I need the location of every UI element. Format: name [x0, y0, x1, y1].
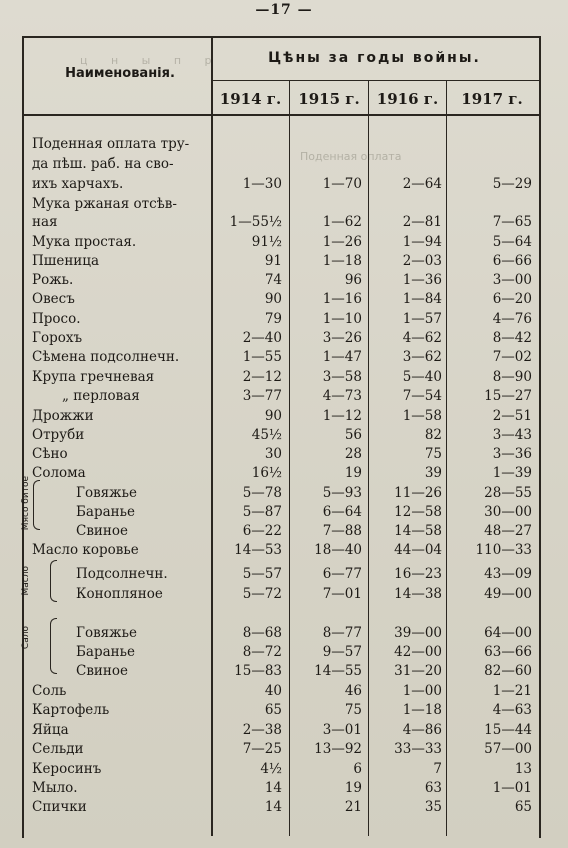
table-row: [0, 330, 568, 348]
price-cell-1914: 30: [264, 446, 282, 462]
header-year-1915: 1915 г.: [298, 90, 360, 108]
table-row: [0, 311, 568, 329]
price-cell-1916: 82: [424, 427, 442, 443]
price-cell-1915: 1—26: [322, 234, 362, 250]
price-cell-1917: 13: [514, 761, 532, 777]
item-name: Соль: [32, 683, 67, 699]
table-row: [0, 780, 568, 798]
price-cell-1916: 42—00: [394, 644, 442, 660]
item-name: Дрожжи: [32, 408, 94, 424]
price-cell-1915: 1—70: [322, 176, 362, 192]
price-cell-1915: 8—77: [322, 625, 362, 641]
price-cell-1917: 4—63: [492, 702, 532, 718]
price-cell-1917: 63—66: [484, 644, 532, 660]
item-name: Сѣмена подсолнечн.: [32, 349, 180, 365]
item-name: Свиное: [76, 523, 129, 539]
table-row: [0, 722, 568, 740]
price-cell-1914: 65: [264, 702, 282, 718]
price-cell-1915: 96: [344, 272, 362, 288]
price-cell-1916: 4—62: [402, 330, 442, 346]
price-cell-1915: 28: [344, 446, 362, 462]
price-cell-1915: 1—18: [322, 253, 362, 269]
price-cell-1914: 7—25: [242, 741, 282, 757]
price-cell-1917: 6—66: [492, 253, 532, 269]
price-cell-1916: 3—62: [402, 349, 442, 365]
item-name: Просо.: [32, 311, 81, 327]
price-cell-1917: 57—00: [484, 741, 532, 757]
price-cell-1915: 3—01: [322, 722, 362, 738]
price-cell-1915: 46: [344, 683, 362, 699]
price-cell-1914: 91½: [251, 234, 282, 250]
price-cell-1915: 1—12: [322, 408, 362, 424]
price-cell-1914: 91: [264, 253, 282, 269]
item-name: Горохъ: [32, 330, 83, 346]
item-name: Свиное: [76, 663, 129, 679]
price-cell-1914: 2—12: [242, 369, 282, 385]
price-cell-1914: 14: [264, 780, 282, 796]
table-row: [0, 369, 568, 387]
bleed-through-text: Поденная оплата: [300, 150, 402, 163]
item-name: Масло коровье: [32, 542, 139, 558]
price-cell-1914: 40: [264, 683, 282, 699]
price-cell-1915: 5—93: [322, 485, 362, 501]
item-name: Подсолнечн.: [76, 566, 168, 582]
price-cell-1916: 14—58: [394, 523, 442, 539]
price-cell-1916: 39: [424, 465, 442, 481]
table-row: [0, 586, 568, 604]
price-cell-1915: 4—73: [322, 388, 362, 404]
price-cell-1914: 5—78: [242, 485, 282, 501]
price-cell-1916: 5—40: [402, 369, 442, 385]
header-year-1917: 1917 г.: [461, 90, 523, 108]
price-cell-1914: 5—87: [242, 504, 282, 520]
price-cell-1914: 4½: [260, 761, 282, 777]
price-cell-1917: 64—00: [484, 625, 532, 641]
table-row: [0, 349, 568, 367]
price-cell-1914: 3—77: [242, 388, 282, 404]
price-cell-1917: 15—27: [484, 388, 532, 404]
table-row: [0, 504, 568, 522]
table-row: [0, 234, 568, 252]
price-cell-1916: 31—20: [394, 663, 442, 679]
table-row: [0, 799, 568, 817]
item-name: Поденная оплата тру-: [32, 136, 190, 152]
price-cell-1915: 1—16: [322, 291, 362, 307]
price-cell-1917: 4—76: [492, 311, 532, 327]
item-name: ихъ харчахъ.: [32, 176, 124, 192]
price-cell-1916: 1—57: [402, 311, 442, 327]
table-row: [0, 702, 568, 720]
price-cell-1916: 12—58: [394, 504, 442, 520]
group-label-meat: Мясо битое: [21, 476, 31, 531]
price-cell-1917: 82—60: [484, 663, 532, 679]
price-cell-1915: 19: [344, 465, 362, 481]
item-name: Баранье: [76, 644, 135, 660]
price-cell-1916: 1—18: [402, 702, 442, 718]
price-cell-1917: 6—20: [492, 291, 532, 307]
price-cell-1914: 16½: [251, 465, 282, 481]
table-row: [0, 176, 568, 194]
item-name: Овесъ: [32, 291, 75, 307]
price-cell-1914: 74: [264, 272, 282, 288]
item-name: Баранье: [76, 504, 135, 520]
price-cell-1917: 110—33: [475, 542, 532, 558]
header-year-1914: 1914 г.: [219, 90, 282, 108]
item-name: Яйца: [32, 722, 69, 738]
table-row: [0, 427, 568, 445]
table-row: [0, 156, 568, 174]
item-name: Картофель: [32, 702, 110, 718]
item-name: Солома: [32, 465, 86, 481]
table-row: [0, 485, 568, 503]
item-name: Конопляное: [76, 586, 163, 602]
price-cell-1917: 49—00: [484, 586, 532, 602]
price-cell-1915: 7—01: [322, 586, 362, 602]
price-cell-1915: 13—92: [314, 741, 362, 757]
price-cell-1916: 1—94: [402, 234, 442, 250]
table-row: [0, 523, 568, 541]
price-cell-1917: 30—00: [484, 504, 532, 520]
price-cell-1914: 45½: [251, 427, 282, 443]
price-cell-1915: 7—88: [322, 523, 362, 539]
item-name: Отруби: [32, 427, 85, 443]
price-cell-1916: 7—54: [402, 388, 442, 404]
table-row: [0, 408, 568, 426]
page-number: —17 —: [255, 2, 313, 18]
price-cell-1915: 21: [344, 799, 362, 815]
table-row: [0, 272, 568, 290]
price-cell-1914: 5—57: [242, 566, 282, 582]
price-cell-1915: 56: [344, 427, 362, 443]
item-name: Спички: [32, 799, 87, 815]
price-cell-1917: 3—43: [492, 427, 532, 443]
price-cell-1916: 39—00: [394, 625, 442, 641]
item-name: Мыло.: [32, 780, 78, 796]
price-cell-1917: 8—42: [492, 330, 532, 346]
price-cell-1914: 8—68: [242, 625, 282, 641]
item-name: Рожь.: [32, 272, 74, 288]
table-row: [0, 253, 568, 271]
price-cell-1916: 1—84: [402, 291, 442, 307]
item-name: Пшеница: [32, 253, 100, 269]
price-cell-1917: 1—21: [492, 683, 532, 699]
price-cell-1914: 90: [264, 408, 282, 424]
price-cell-1916: 1—36: [402, 272, 442, 288]
item-name: ная: [32, 214, 58, 230]
header-year-1916: 1916 г.: [376, 90, 439, 108]
price-cell-1914: 1—55½: [229, 214, 282, 230]
price-cell-1917: 5—29: [492, 176, 532, 192]
item-name: Мука простая.: [32, 234, 137, 250]
header-prices: Цѣны за годы войны.: [268, 50, 481, 66]
price-cell-1914: 6—22: [242, 523, 282, 539]
table-row: [0, 741, 568, 759]
price-cell-1917: 48—27: [484, 523, 532, 539]
price-cell-1915: 1—10: [322, 311, 362, 327]
item-name: Керосинъ: [32, 761, 102, 777]
group-label-oil: Масло: [21, 566, 31, 596]
price-cell-1914: 90: [264, 291, 282, 307]
price-cell-1914: 14—53: [234, 542, 282, 558]
price-cell-1915: 1—47: [322, 349, 362, 365]
table-row: [0, 761, 568, 779]
price-cell-1915: 6—64: [322, 504, 362, 520]
price-cell-1916: 33—33: [394, 741, 442, 757]
price-cell-1915: 75: [344, 702, 362, 718]
price-cell-1914: 14: [264, 799, 282, 815]
price-cell-1916: 1—58: [402, 408, 442, 424]
price-cell-1914: 1—30: [242, 176, 282, 192]
price-cell-1917: 2—51: [492, 408, 532, 424]
table-row: [0, 542, 568, 560]
table-row: [0, 196, 568, 214]
price-cell-1917: 3—00: [492, 272, 532, 288]
item-name: Сельди: [32, 741, 84, 757]
price-cell-1914: 5—72: [242, 586, 282, 602]
price-cell-1916: 11—26: [394, 485, 442, 501]
price-cell-1915: 6—77: [322, 566, 362, 582]
table-row: [0, 465, 568, 483]
table-row: [0, 625, 568, 643]
price-cell-1916: 75: [424, 446, 442, 462]
price-cell-1917: 1—39: [492, 465, 532, 481]
table-row: [0, 291, 568, 309]
price-cell-1916: 7: [433, 761, 442, 777]
price-cell-1917: 5—64: [492, 234, 532, 250]
item-name: Крупа гречневая: [32, 369, 155, 385]
item-name: „ перловая: [62, 388, 140, 404]
price-cell-1917: 7—65: [492, 214, 532, 230]
item-name: Мука ржаная отсѣв-: [32, 196, 177, 212]
price-cell-1917: 3—36: [492, 446, 532, 462]
price-cell-1917: 8—90: [492, 369, 532, 385]
table-row: [0, 644, 568, 662]
price-cell-1916: 14—38: [394, 586, 442, 602]
price-cell-1914: 79: [264, 311, 282, 327]
table-row: [0, 388, 568, 406]
group-label-lard: Сало: [21, 626, 31, 650]
table-row: [0, 136, 568, 154]
price-cell-1917: 15—44: [484, 722, 532, 738]
price-cell-1916: 63: [424, 780, 442, 796]
price-cell-1917: 28—55: [484, 485, 532, 501]
price-cell-1916: 1—00: [402, 683, 442, 699]
price-cell-1915: 1—62: [322, 214, 362, 230]
table-row: [0, 566, 568, 584]
price-cell-1915: 9—57: [322, 644, 362, 660]
item-name: Говяжье: [76, 485, 137, 501]
price-cell-1914: 1—55: [242, 349, 282, 365]
price-cell-1915: 19: [344, 780, 362, 796]
price-cell-1917: 1—01: [492, 780, 532, 796]
price-cell-1916: 2—03: [402, 253, 442, 269]
price-cell-1915: 3—26: [322, 330, 362, 346]
price-cell-1916: 35: [424, 799, 442, 815]
price-cell-1916: 4—86: [402, 722, 442, 738]
price-cell-1917: 43—09: [484, 566, 532, 582]
header-name: Наименованія.: [65, 66, 175, 81]
item-name: Сѣно: [32, 446, 68, 462]
price-cell-1917: 65: [514, 799, 532, 815]
price-cell-1915: 14—55: [314, 663, 362, 679]
price-cell-1915: 6: [353, 761, 362, 777]
table-row: [0, 683, 568, 701]
price-cell-1914: 2—40: [242, 330, 282, 346]
price-cell-1914: 15—83: [234, 663, 282, 679]
price-cell-1915: 3—58: [322, 369, 362, 385]
price-cell-1916: 44—04: [394, 542, 442, 558]
item-name: Говяжье: [76, 625, 137, 641]
price-cell-1916: 16—23: [394, 566, 442, 582]
table-row: [0, 663, 568, 681]
price-cell-1917: 7—02: [492, 349, 532, 365]
table-row: [0, 214, 568, 232]
item-name: да пѣш. раб. на сво-: [32, 156, 174, 172]
price-cell-1916: 2—81: [402, 214, 442, 230]
table-row: [0, 446, 568, 464]
bleed-through-text: ц н ы п р: [80, 54, 222, 67]
price-cell-1916: 2—64: [402, 176, 442, 192]
price-cell-1914: 2—38: [242, 722, 282, 738]
price-cell-1915: 18—40: [314, 542, 362, 558]
price-cell-1914: 8—72: [242, 644, 282, 660]
